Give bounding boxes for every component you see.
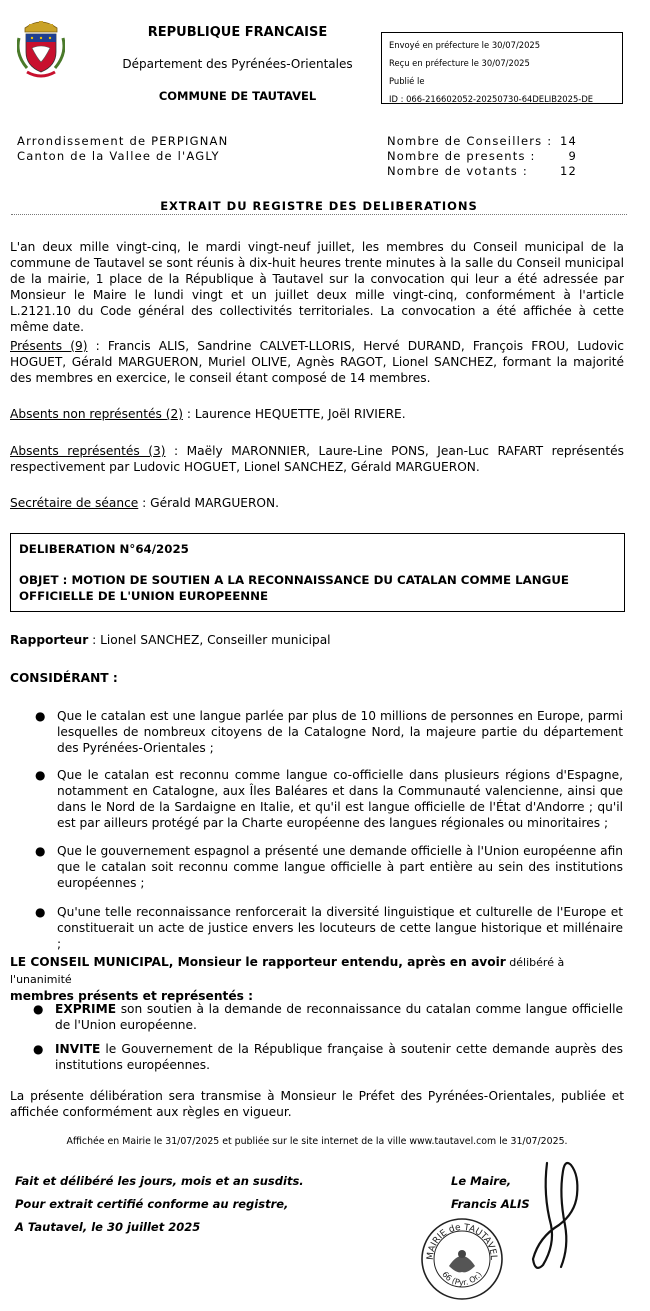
decision-verb: EXPRIME xyxy=(55,1002,117,1016)
list-item xyxy=(33,1001,623,1033)
canton-line: Canton de la Vallee de l'AGLY xyxy=(17,149,220,163)
considerant-text: Que le catalan est une langue parlée par plus de 10 millions de personnes en Europe, parmi lesquelles de nombreux citoyens de la Catalogne Nord, la majeure partie du département des Pyrénées-Orientales ; xyxy=(57,709,623,755)
maire-title: Le Maire, xyxy=(451,1174,512,1188)
envoye-line: Envoyé en préfecture le 30/07/2025 xyxy=(389,40,541,50)
intro-paragraph: L'an deux mille vingt-cinq, le mardi vingt-neuf juillet, les membres du Conseil municipal de la commune de Tautavel se sont réunis à dix-huit heures trente minutes à la salle du Conseil municipal de la mairie, 1 place de la République à Tautavel sur la convocation qui leur a été adressée par Monsieur le Maire le lundi vingt et un juillet deux mille vingt-cinq, conformément à l'article L.2121.10 du Code général des collectivités territoriales. La convocation a été affichée à cette même date. xyxy=(10,240,624,334)
secretaire-paragraph xyxy=(10,495,624,511)
absents-non-text: : Laurence HEQUETTE, Joël RIVIERE. xyxy=(182,407,406,421)
decision-text: son soutien à la demande de reconnaissance du catalan comme langue officielle de l'Union européenne. xyxy=(55,1002,623,1032)
bullet-icon: ● xyxy=(35,768,46,782)
presents-label: Présents (9) xyxy=(10,339,88,353)
conseillers-value: 14 xyxy=(559,134,577,148)
absents-rep-text: : Maëly MARONNIER, Laure-Line PONS, Jean-Luc RAFART représentés respectivement par Ludovic HOGUET, Lionel SANCHEZ, Gérald MARGUERON. xyxy=(10,444,624,474)
signature-line-1: Fait et délibéré les jours, mois et an susdits. xyxy=(15,1174,304,1188)
transmission-paragraph: La présente délibération sera transmise à Monsieur le Préfet des Pyrénées-Orientales, publiée et affichée conformément aux règles en vigueur. xyxy=(10,1089,624,1119)
decision-verb: INVITE xyxy=(55,1042,101,1056)
bullet-icon: ● xyxy=(35,905,46,919)
coat-of-arms-logo xyxy=(17,14,65,80)
presents-paragraph xyxy=(10,338,624,386)
deliberation-box xyxy=(10,533,625,612)
bullet-icon: ● xyxy=(33,1042,44,1056)
maire-name: Francis ALIS xyxy=(451,1197,530,1211)
commune-label: COMMUNE DE TAUTAVEL xyxy=(158,89,317,103)
absents-rep-paragraph xyxy=(10,443,624,475)
rapporteur-paragraph xyxy=(10,632,624,648)
list-item xyxy=(33,1041,623,1073)
list-item xyxy=(35,767,623,831)
list-item xyxy=(35,904,623,952)
conseil-bold: LE CONSEIL MUNICIPAL, Monsieur le rapporteur entendu, après en avoir xyxy=(10,955,506,969)
conseil-normal: délibéré à l'unanimité xyxy=(10,956,565,986)
seal-text: MAIRIE de TAUTAVEL xyxy=(425,1222,499,1261)
secretaire-label: Secrétaire de séance xyxy=(10,496,139,510)
bullet-icon: ● xyxy=(35,844,46,858)
considerant-text: Que le gouvernement espagnol a présenté une demande officielle à l'Union européenne afin que le catalan soit reconnu comme langue officielle à part entière au sein des institutions européennes ; xyxy=(57,844,623,890)
title-divider xyxy=(11,214,627,215)
absents-non-label: Absents non représentés (2) xyxy=(10,407,183,421)
bullet-icon: ● xyxy=(35,709,46,723)
bullet-icon: ● xyxy=(33,1002,44,1016)
conseillers-label: Nombre de Conseillers : xyxy=(387,134,553,148)
considerant-text: Que le catalan est reconnu comme langue co-officielle dans plusieurs régions d'Espagne, notamment en Catalogne, aux Îles Baléares et dans la Communauté valencienne, ainsi que dans le Nord de la Sardaigne en Italie, et qu'il est langue officielle de l'État d'Andorre ; qu'il est par ailleurs protégé par la Charte européenne des langues régionales ou minoritaires ; xyxy=(57,768,623,830)
list-item xyxy=(35,843,623,891)
conseil-paragraph xyxy=(10,954,624,1004)
presents-label: Nombre de presents : xyxy=(387,149,536,163)
deliberation-objet: OBJET : MOTION DE SOUTIEN A LA RECONNAISSANCE DU CATALAN COMME LANGUE OFFICIELLE DE L'UNION EUROPEENNE xyxy=(19,573,569,603)
arrondissement-line: Arrondissement de PERPIGNAN xyxy=(17,134,229,148)
republique-title: REPUBLIQUE FRANCAISE xyxy=(147,25,328,40)
deliberation-number: DELIBERATION N°64/2025 xyxy=(19,542,189,556)
secretaire-text: : Gérald MARGUERON. xyxy=(138,496,279,510)
presents-value: 9 xyxy=(568,149,577,163)
rapporteur-label: Rapporteur xyxy=(10,633,89,647)
rapporteur-text: : Lionel SANCHEZ, Conseiller municipal xyxy=(88,633,331,647)
seal-bottom-text: 66 (Pyr. Or.) xyxy=(440,1269,484,1288)
signature-line-3: A Tautavel, le 30 juillet 2025 xyxy=(15,1220,201,1234)
votants-label: Nombre de votants : xyxy=(387,164,528,178)
mayor-signature-image xyxy=(525,1155,585,1275)
list-item xyxy=(35,708,623,756)
absents-non-paragraph xyxy=(10,406,624,422)
recu-line: Reçu en préfecture le 30/07/2025 xyxy=(389,58,530,68)
considerant-title: CONSIDÉRANT : xyxy=(10,671,118,685)
signature-line-2: Pour extrait certifié conforme au registre, xyxy=(15,1197,289,1211)
acte-id-line: ID : 066-216602052-20250730-64DELIB2025-DE xyxy=(389,94,594,104)
publie-line: Publié le xyxy=(389,76,425,86)
absents-rep-label: Absents représentés (3) xyxy=(10,444,166,458)
votants-value: 12 xyxy=(559,164,577,178)
presents-text: : Francis ALIS, Sandrine CALVET-LLORIS, Hervé DURAND, François FROU, Ludovic HOGUET, Gérald MARGUERON, Muriel OLIVE, Agnès RAGOT, Lionel SANCHEZ, formant la majorité des membres en exercice, le conseil étant composé de 14 membres. xyxy=(10,339,625,385)
affichage-note: Affichée en Mairie le 31/07/2025 et publiée sur le site internet de la ville www.tautavel.com le 31/07/2025. xyxy=(66,1136,568,1147)
prefecture-stamp-box xyxy=(381,32,623,104)
extrait-title: EXTRAIT DU REGISTRE DES DELIBERATIONS xyxy=(160,199,478,213)
decision-text: le Gouvernement de la République française à soutenir cette demande auprès des institutions européennes. xyxy=(55,1042,623,1072)
mairie-seal-stamp xyxy=(419,1216,505,1302)
conseil-bold-2: membres présents et représentés : xyxy=(10,989,253,1003)
considerant-text: Qu'une telle reconnaissance renforcerait la diversité linguistique et culturelle de l'Europe et constituerait un acte de justice envers les locuteurs de cette langue historique et millénaire ; xyxy=(57,905,623,951)
departement-label: Département des Pyrénées-Orientales xyxy=(122,57,353,71)
